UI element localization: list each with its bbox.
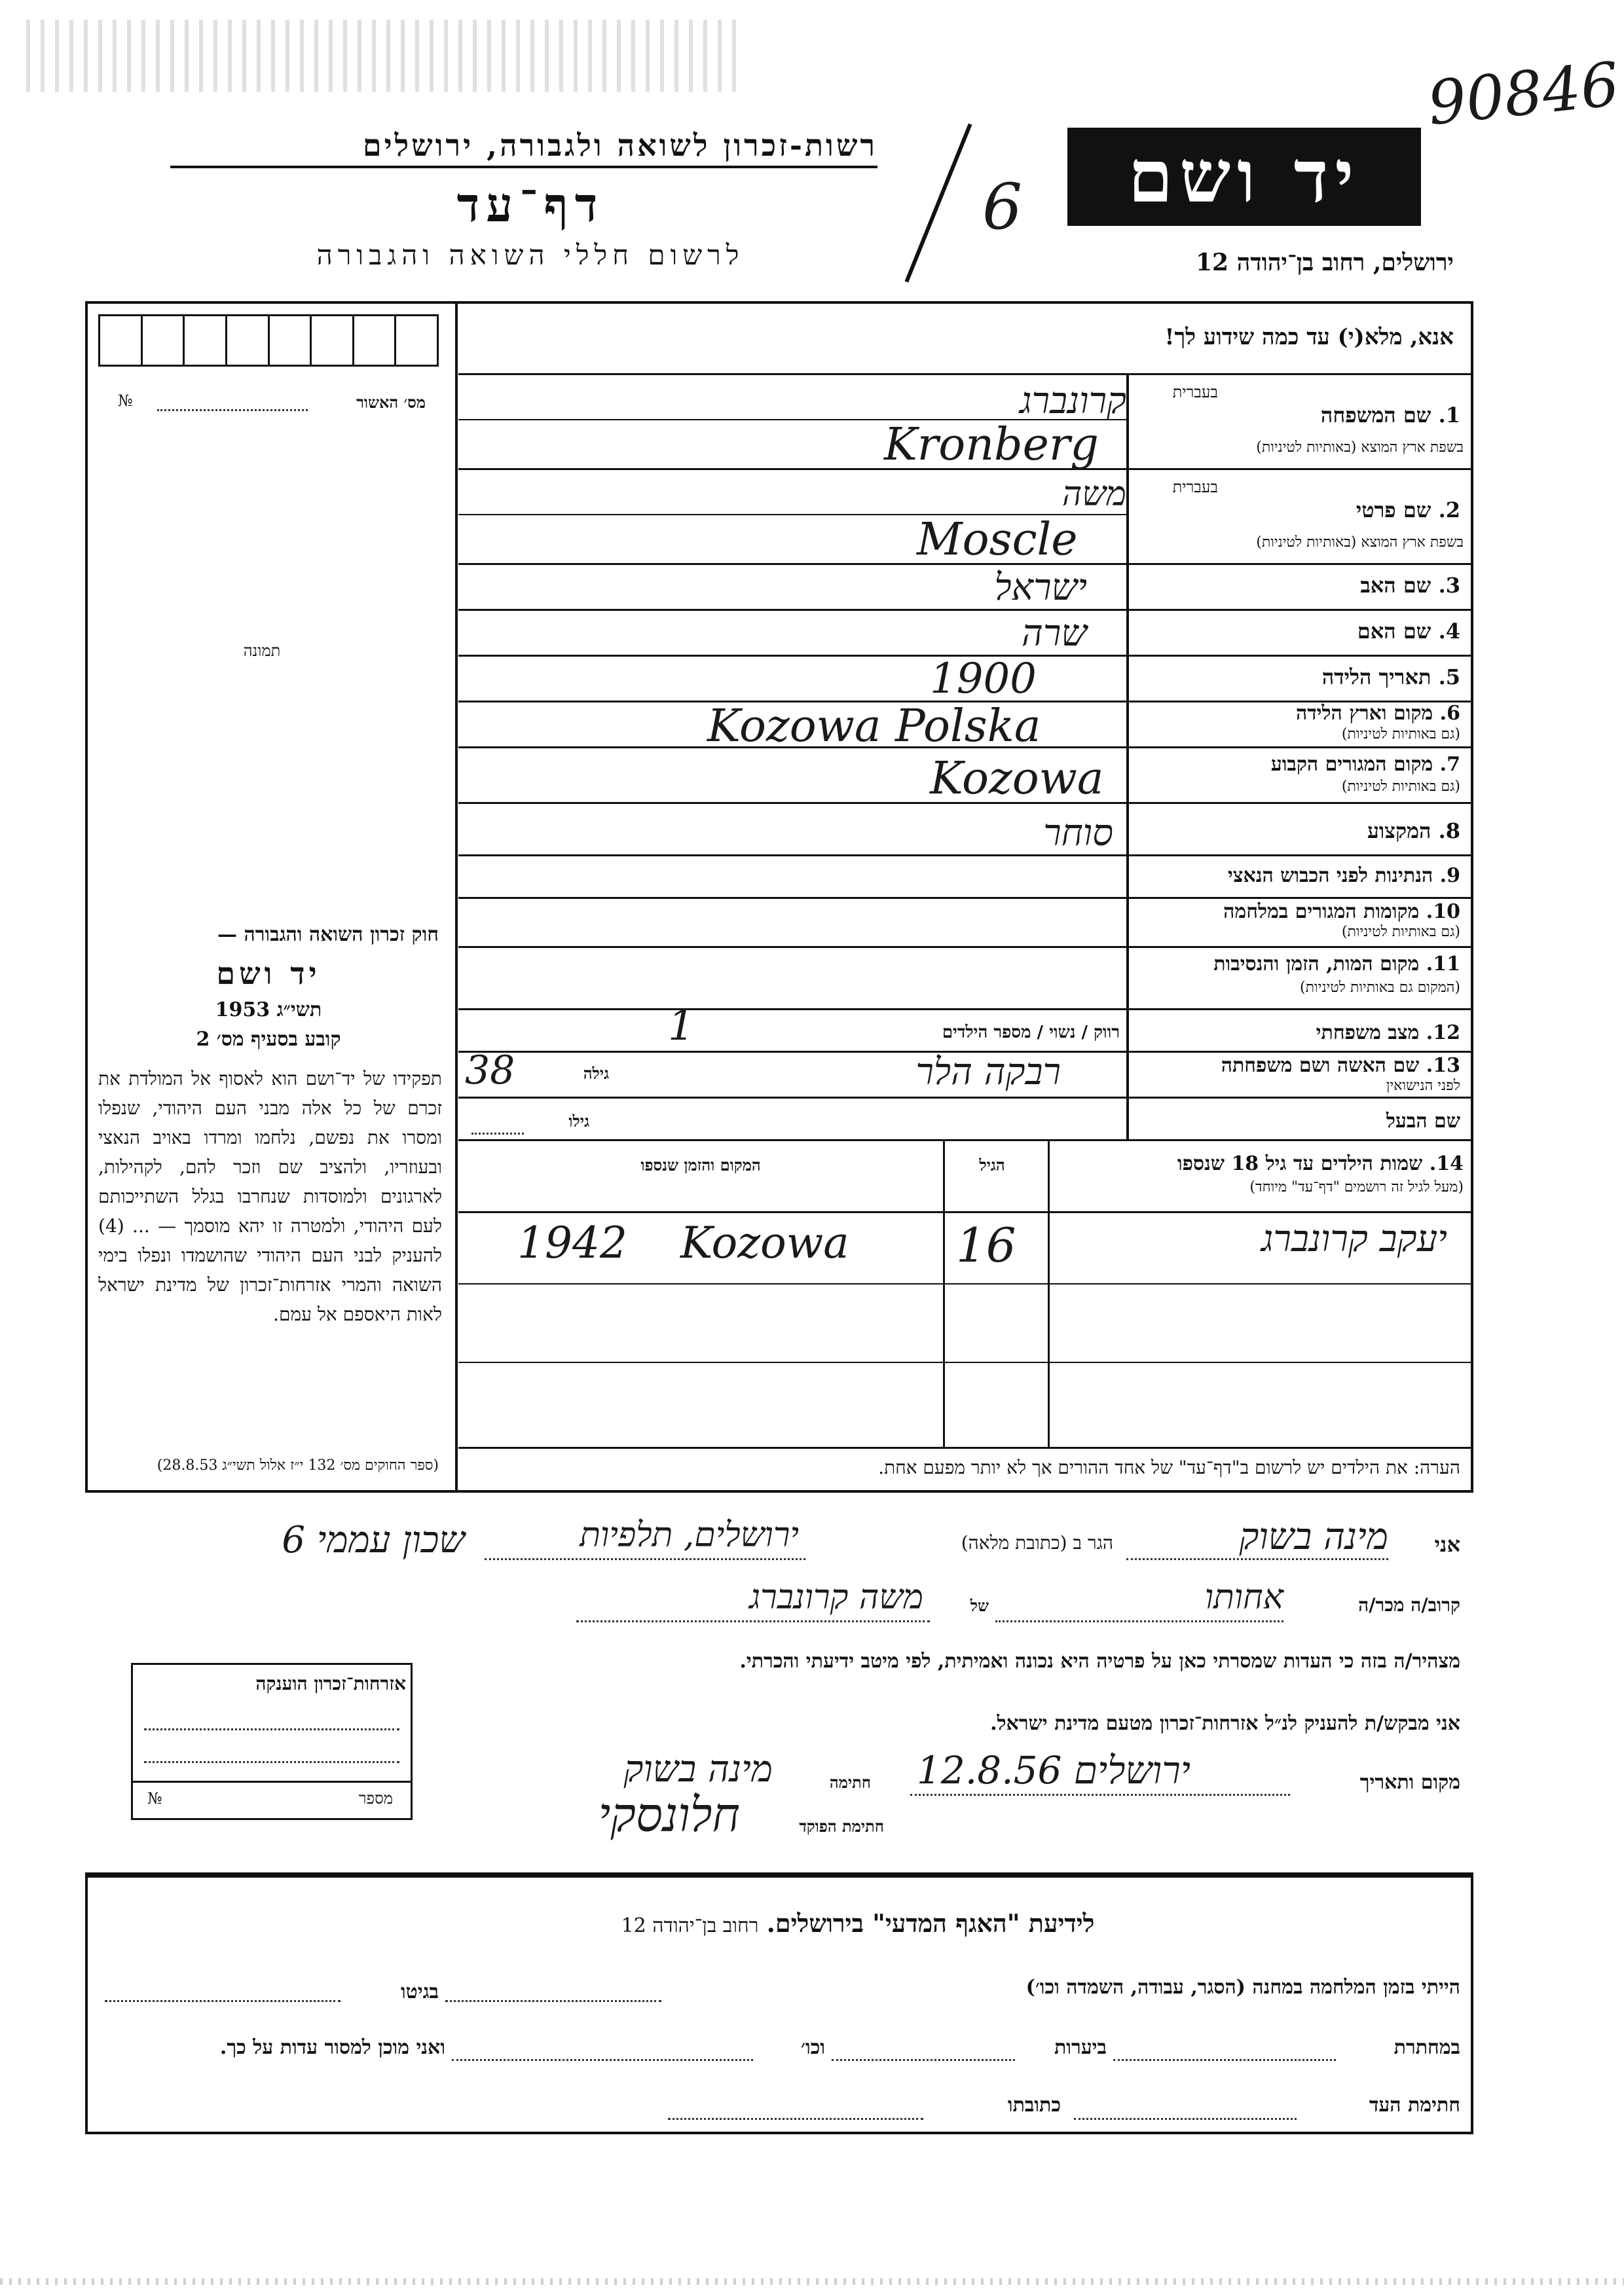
declarant-name: מינה בשוק [1239, 1516, 1388, 1558]
field-1-sub-he: בעברית [1172, 383, 1218, 401]
field-2-text: שם פרטי [1356, 498, 1431, 522]
declarant-address2: שכון עממי 6 [282, 1519, 465, 1561]
field-2-value-lat: Moscle [917, 514, 1078, 566]
footer-address-label: כתובתו [1007, 2094, 1061, 2117]
field-2-sub-he: בעברית [1172, 478, 1218, 496]
marital-children: 1 [668, 1002, 695, 1050]
faded-stamp-marks [26, 20, 747, 92]
field-6-label [1139, 702, 1460, 725]
children-label [1054, 1152, 1464, 1175]
field-12-num: 12. [1426, 1021, 1460, 1044]
footer-etc: וכו׳ [801, 2036, 825, 2059]
sidebar-divider [455, 301, 458, 1493]
field-4-num: 4. [1438, 619, 1460, 644]
field-7-num: 7. [1439, 753, 1460, 776]
wife-age: 38 [465, 1048, 515, 1093]
field-5-value: 1900 [930, 655, 1037, 703]
field-10-label [1139, 900, 1460, 923]
field-1-label [1244, 403, 1460, 428]
field-1-value-he: קרונברג [1020, 380, 1126, 422]
place-date-label: מקום ותאריך [1359, 1771, 1460, 1794]
header-address: ירושלים, רחוב בן־יהודה 12 [1195, 249, 1454, 276]
children-sub: (מעל לגיל זה רושמים "דף־עד" מיוחד) [1249, 1179, 1464, 1195]
wife-name: רבקה הלר [915, 1051, 1061, 1093]
field-1-num: 1. [1438, 403, 1460, 428]
field-13-text: שם האשה ושם משפחתה [1221, 1054, 1420, 1077]
citizenship-number-suffix: № [147, 1789, 162, 1808]
bottom-scan-noise [0, 2278, 1624, 2285]
ticket-boxes [98, 314, 439, 367]
official-label: חתימת הפוקד [799, 1817, 884, 1836]
field-7-sub: (גם באותיות לטיניות) [1341, 778, 1460, 795]
field-6-value: Kozowa Polska [707, 701, 1041, 752]
field-9-label [1139, 864, 1460, 887]
declarant-address: ירושלים, תלפיות [580, 1516, 799, 1555]
footer-line1: הייתי בזמן המלחמה במחנה (הסגר, עבודה, השמדה וכו׳) [1025, 1976, 1460, 1999]
field-10-sub: (גם באותיות לטיניות) [1341, 924, 1460, 940]
field-5-label [1139, 665, 1460, 689]
signature-label: חתימה [829, 1773, 871, 1792]
children-place-col: המקום והזמן שנספו [640, 1156, 761, 1175]
relation-of: של [970, 1596, 989, 1615]
footer-ready: ואני מוכן למסור עדות על כך. [219, 2036, 445, 2059]
field-6-num: 6. [1439, 702, 1460, 725]
corner-mark: 6 [982, 170, 1023, 244]
footer-title [511, 1908, 1205, 1939]
husband-age-label: גילו [568, 1112, 589, 1131]
photo-label: תמונה [243, 642, 281, 660]
law-year: תשי״ג 1953 [215, 998, 322, 1021]
field-8-num: 8. [1438, 818, 1460, 843]
official-signature: חלונסקי [598, 1787, 740, 1842]
child-place: 1942 Kozowa [517, 1218, 849, 1268]
field-8-value: סוחר [1043, 812, 1113, 854]
law-text: תפקידו של יד־ושם הוא לאסוף אל המולדת את זכרם של כל אלה מבני העם היהודי, שנפלו ומסרו את נפשם, נלחמו ומרדו באויב הנאצי ובעוזריו, ולהציב שם וזכר להם, לקהילות, לארגונים ולמוסדות שנחרבו בגלל השתייכותם לעם היהודי, ולמטרה זו יהא מוסמך — ... (4) להעניק לבני העם היהודי שהושמדו ונפלו בימי השואה והמרי אזרחות־זכרון של מדינת ישראל לאות היאספם אל עמם. [98, 1068, 442, 1325]
field-2-sub-lat: בשפת ארץ המוצא (באותיות לטיניות) [1256, 534, 1464, 551]
header-subtitle: לרשום חללי השואה והגבורה [316, 239, 745, 271]
field-10-text: מקומות המגורים במלחמה [1223, 900, 1420, 923]
field-4-value: שרה [1022, 612, 1087, 655]
citizenship-box-title: אזרחות־זכרון הוענקה [255, 1673, 406, 1694]
field-2-num: 2. [1438, 498, 1460, 522]
header-authority: רשות-זכרון לשואה ולגבורה, ירושלים [170, 128, 877, 168]
field-5-text: תאריך הלידה [1321, 665, 1431, 689]
field-1-text: שם המשפחה [1320, 403, 1431, 428]
field-12-label [1139, 1021, 1460, 1044]
field-7-text: מקום המגורים הקבוע [1270, 753, 1433, 776]
children-num: 14. [1429, 1152, 1464, 1175]
child-age: 16 [956, 1218, 1016, 1273]
field-2-label [1244, 498, 1460, 522]
marital-options: רווק / נשוי / מספר הילדים [942, 1023, 1120, 1042]
footer-underground: במחתרת [1393, 2036, 1460, 2059]
field-1-value-lat: Kronberg [884, 419, 1099, 471]
field-8-text: המקצוע [1367, 818, 1431, 843]
field-11-label [1139, 953, 1460, 975]
field-11-num: 11. [1426, 953, 1460, 975]
husband-label: שם הבעל [1386, 1110, 1460, 1133]
relation-value: אחותו [1204, 1578, 1283, 1617]
yad-vashem-logo: יד ושם [1067, 128, 1421, 226]
note-text: הערה: את הילדים יש לרשום ב"דף־עד" של אחד ההורים אך לא יותר מפעם אחת. [878, 1457, 1460, 1478]
field-1-sub-lat: בשפת ארץ המוצא (באותיות לטיניות) [1256, 439, 1464, 456]
field-12-text: מצב משפחתי [1316, 1021, 1420, 1044]
signature-value: מינה בשוק [623, 1748, 773, 1791]
footer-title-text: לידיעת "האגף המדעי" בירושלים. [766, 1908, 1095, 1938]
field-11-sub: (המקום גם באותיות לטיניות) [1300, 979, 1460, 996]
field-7-value: Kozowa [930, 753, 1104, 805]
footer-witness-sig: חתימת העד [1369, 2094, 1460, 2117]
children-text: שמות הילדים עד גיל 18 שנספו [1177, 1152, 1423, 1175]
child-name: יעקב קרונברג [1261, 1218, 1447, 1260]
declare-text: מצהיר/ה בזה כי העדות שמסרתי כאן על פרטיה היא נכונה ואמיתית, לפי מיטב ידיעתי והכרתי. [739, 1650, 1460, 1673]
field-13-sub: לפני הנישואין [1386, 1078, 1460, 1094]
relation-of-name: משה קרונברג [749, 1578, 923, 1617]
law-ref: (ספר החוקים מס׳ 132 י״ז אלול תשי״ג 28.8.53) [157, 1457, 439, 1474]
intro-text: אנא, מלא(י) עד כמה שידוע לך! [1164, 324, 1454, 350]
field-7-label [1139, 753, 1460, 776]
field-6-text: מקום וארץ הלידה [1295, 702, 1433, 725]
field-9-text: הנתינות לפני הכבוש הנאצי [1227, 864, 1433, 887]
field-3-value: ישראל [994, 566, 1087, 609]
field-3-label [1139, 573, 1460, 598]
declarant-residing: הגר ב (כתובת מלאה) [961, 1532, 1113, 1554]
declarant-ani: אני [1434, 1532, 1460, 1557]
place-date-value: ירושלים 12.8.56 [917, 1748, 1190, 1793]
request-text: אני מבקש/ת להעניק לנ״ל אזרחות־זכרון מטעם מדינת ישראל. [990, 1712, 1460, 1735]
law-title: חוק זכרון השואה והגבורה — [217, 923, 439, 946]
wife-age-label: גילה [583, 1064, 609, 1083]
field-11-text: מקום המות, הזמן והנסיבות [1213, 953, 1420, 975]
field-8-label [1139, 818, 1460, 843]
law-name: יד ושם [216, 956, 321, 991]
field-3-text: שם האב [1360, 573, 1431, 598]
relation-label: קרוב/ה מכר/ה [1358, 1594, 1460, 1616]
field-6-sub: (גם באותיות לטיניות) [1341, 726, 1460, 742]
citizenship-number-label: מספר [358, 1789, 393, 1808]
approval-no-label: מס׳ האשור [356, 393, 426, 412]
doc-number: 90846 [1424, 48, 1623, 139]
field-4-label [1139, 619, 1460, 644]
children-age-col: הגיל [979, 1156, 1005, 1175]
field-2-value-he: משה [1061, 475, 1126, 514]
approval-no-suffix: № [118, 392, 133, 410]
law-section: קובע בסעיף מס׳ 2 [196, 1028, 341, 1051]
field-4-text: שם האם [1357, 619, 1431, 644]
field-13-num: 13. [1426, 1054, 1460, 1077]
footer-address: רחוב בן־יהודה 12 [621, 1914, 759, 1937]
footer-ghetto: בגיטו [400, 1980, 439, 2003]
field-9-num: 9. [1439, 864, 1460, 887]
slash-mark [905, 123, 972, 282]
field-5-num: 5. [1438, 665, 1460, 689]
field-13-label [1139, 1054, 1460, 1077]
field-10-num: 10. [1426, 900, 1460, 923]
header-title: דף־עד [456, 177, 604, 232]
footer-forests: ביערות [1054, 2036, 1107, 2059]
field-3-num: 3. [1438, 573, 1460, 598]
